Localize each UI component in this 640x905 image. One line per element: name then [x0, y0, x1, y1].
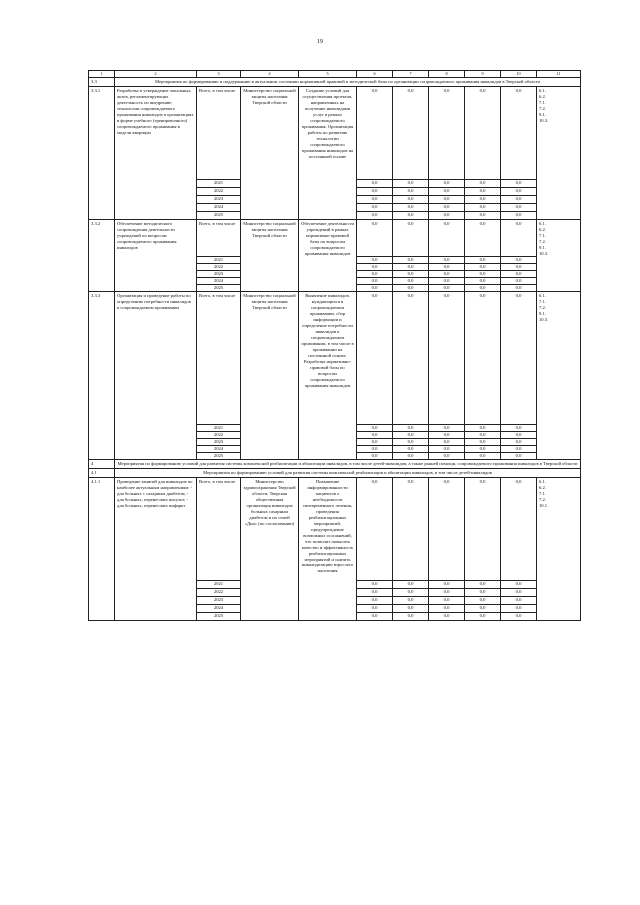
funding-value: 0,0	[357, 477, 393, 580]
funding-value: 0,0	[429, 477, 465, 580]
funding-value: 0,0	[357, 211, 393, 219]
section-title: Мероприятия по формированию и поддержанию в актуальном состоянии нормативной правовой и методической базы по организации сопровождаемого проживания инвалидов в Тверской области	[115, 78, 581, 87]
year-cell: 2024	[197, 604, 241, 612]
activity-name: Разработка и утверждение локальных актов, регламентирующих деятельность по внедрению технологии сопровождаемого проживания инвалидов в организациях в форме учебного (тренировочного) сопровождаемого проживания в модели квартиры	[115, 86, 197, 219]
funding-value: 0,0	[393, 187, 429, 195]
funding-value: 0,0	[393, 424, 429, 431]
funding-value: 0,0	[465, 270, 501, 277]
funding-value: 0,0	[501, 612, 537, 620]
funding-value: 0,0	[465, 263, 501, 270]
funding-value: 0,0	[465, 219, 501, 256]
funding-value: 0,0	[429, 277, 465, 284]
funding-value: 0,0	[429, 179, 465, 187]
column-number: 2	[115, 71, 197, 78]
funding-value: 0,0	[501, 452, 537, 459]
funding-value: 0,0	[465, 588, 501, 596]
funding-value: 0,0	[429, 604, 465, 612]
funding-value: 0,0	[429, 195, 465, 203]
activity-row	[89, 86, 581, 179]
funding-value: 0,0	[465, 612, 501, 620]
funding-value: 0,0	[501, 219, 537, 256]
funding-value: 0,0	[501, 203, 537, 211]
funding-value: 0,0	[429, 445, 465, 452]
period-total: Всего, в том числе	[197, 219, 241, 256]
funding-value: 0,0	[501, 256, 537, 263]
funding-value: 0,0	[501, 588, 537, 596]
funding-value: 0,0	[393, 195, 429, 203]
funding-value: 0,0	[465, 596, 501, 604]
year-cell: 2022	[197, 187, 241, 195]
funding-value: 0,0	[393, 284, 429, 291]
column-number: 3	[197, 71, 241, 78]
funding-value: 0,0	[429, 596, 465, 604]
funding-value: 0,0	[501, 604, 537, 612]
year-cell: 2022	[197, 588, 241, 596]
funding-value: 0,0	[393, 452, 429, 459]
funding-value: 0,0	[501, 187, 537, 195]
funding-value: 0,0	[393, 445, 429, 452]
funding-value: 0,0	[357, 291, 393, 424]
year-cell: 2025	[197, 211, 241, 219]
section-code: 4.1	[89, 468, 115, 477]
expected-result: Повышение информированности пациентов о необходимости своевременного лечения, проведения реабилитационных мероприятий, предупреждение возможных осложнений, что позволит повысить качество и эффективность реабилитационных мероприятий и снизить инвалидизацию взрослого населения	[299, 477, 357, 620]
funding-value: 0,0	[501, 438, 537, 445]
funding-value: 0,0	[357, 604, 393, 612]
funding-value: 0,0	[393, 277, 429, 284]
funding-value: 0,0	[465, 187, 501, 195]
funding-value: 0,0	[393, 179, 429, 187]
section-title: Мероприятия по формированию условий для развития системы комплексной реабилитации и абилитации инвалидов, в том числе детей-инвалидов, а также ранней помощи, сопровождаемого проживания инвалидов в Тверской области	[115, 459, 581, 468]
funding-value: 0,0	[501, 431, 537, 438]
funding-value: 0,0	[429, 256, 465, 263]
year-cell: 2023	[197, 195, 241, 203]
funding-value: 0,0	[501, 195, 537, 203]
activity-name: Проведение занятий для инвалидов по наиболее актуальным направлениям: - для больных с сахарным диабетом, - для больных, перенесших инсульт; - для больных, перенесших инфаркт	[115, 477, 197, 620]
funding-value: 0,0	[357, 203, 393, 211]
activity-name: Организация и проведение работы по определению потребности инвалидов в сопровождаемом проживании	[115, 291, 197, 459]
funding-value: 0,0	[429, 263, 465, 270]
funding-value: 0,0	[393, 588, 429, 596]
column-number: 10	[501, 71, 537, 78]
executor: Министерство социальной защиты населения Тверской области	[241, 291, 299, 459]
funding-value: 0,0	[357, 612, 393, 620]
executor: Министерство социальной защиты населения Тверской области	[241, 219, 299, 291]
executor: Министерство здравоохранения Тверской области, Тверская общественная организация инвалидов больных сахарным диабетом и их семей «Диа» (по согласованию)	[241, 477, 299, 620]
funding-value: 0,0	[501, 270, 537, 277]
column-number: 1	[89, 71, 115, 78]
funding-value: 0,0	[429, 431, 465, 438]
funding-value: 0,0	[501, 580, 537, 588]
funding-value: 0,0	[429, 612, 465, 620]
funding-value: 0,0	[429, 270, 465, 277]
funding-value: 0,0	[429, 187, 465, 195]
year-cell: 2023	[197, 596, 241, 604]
section-row	[89, 468, 581, 477]
funding-value: 0,0	[501, 284, 537, 291]
period-total: Всего, в том числе	[197, 86, 241, 179]
year-cell: 2021	[197, 256, 241, 263]
program-activities-table	[88, 70, 581, 621]
funding-value: 0,0	[393, 431, 429, 438]
funding-value: 0,0	[465, 256, 501, 263]
funding-value: 0,0	[393, 291, 429, 424]
funding-value: 0,0	[393, 596, 429, 604]
funding-value: 0,0	[465, 438, 501, 445]
indicator-codes: 6.1. 6.2. 7.1. 7.2. 9.1. 10.3.	[537, 86, 581, 219]
column-number: 6	[357, 71, 393, 78]
activity-code: 4.1.1	[89, 477, 115, 620]
column-number: 7	[393, 71, 429, 78]
funding-value: 0,0	[465, 604, 501, 612]
funding-value: 0,0	[357, 179, 393, 187]
activity-code: 3.3.2	[89, 219, 115, 291]
funding-value: 0,0	[429, 86, 465, 179]
funding-value: 0,0	[429, 438, 465, 445]
funding-value: 0,0	[357, 580, 393, 588]
funding-value: 0,0	[429, 219, 465, 256]
section-title: Мероприятия по формированию условий для развития системы комплексной реабилитации и абилитации инвалидов, в том числе детей-инвалидов	[115, 468, 581, 477]
expected-result: Обеспечение деятельности учреждений в рамках нормативно-правовой базы по вопросам сопровождаемого проживания инвалидов	[299, 219, 357, 291]
funding-value: 0,0	[465, 284, 501, 291]
funding-value: 0,0	[465, 424, 501, 431]
funding-value: 0,0	[465, 211, 501, 219]
activity-code: 3.3.3	[89, 291, 115, 459]
funding-value: 0,0	[501, 179, 537, 187]
indicator-codes: 6.1. 7.1. 7.2. 9.1. 10.3.	[537, 291, 581, 459]
funding-value: 0,0	[357, 596, 393, 604]
column-number: 5	[299, 71, 357, 78]
funding-value: 0,0	[429, 211, 465, 219]
funding-value: 0,0	[357, 445, 393, 452]
funding-value: 0,0	[429, 424, 465, 431]
funding-value: 0,0	[393, 604, 429, 612]
funding-value: 0,0	[357, 431, 393, 438]
funding-value: 0,0	[429, 588, 465, 596]
funding-value: 0,0	[501, 263, 537, 270]
funding-value: 0,0	[393, 86, 429, 179]
section-row	[89, 459, 581, 468]
funding-value: 0,0	[465, 452, 501, 459]
year-cell: 2024	[197, 277, 241, 284]
year-cell: 2023	[197, 438, 241, 445]
funding-value: 0,0	[465, 179, 501, 187]
funding-value: 0,0	[357, 195, 393, 203]
year-cell: 2025	[197, 452, 241, 459]
funding-value: 0,0	[465, 203, 501, 211]
expected-result: Создание условий для осуществления проектов, направленных на получение инвалидами услуг в рамках сопровождаемого проживания. Организация работы по развитию технологии сопровождаемого проживания инвалидов на постоянной основе	[299, 86, 357, 219]
funding-value: 0,0	[357, 277, 393, 284]
funding-value: 0,0	[465, 431, 501, 438]
funding-value: 0,0	[501, 291, 537, 424]
funding-value: 0,0	[501, 477, 537, 580]
funding-value: 0,0	[501, 596, 537, 604]
funding-value: 0,0	[393, 438, 429, 445]
funding-value: 0,0	[357, 86, 393, 179]
period-total: Всего, в том числе	[197, 477, 241, 580]
indicator-codes: 6.1. 6.2. 7.1. 7.2. 10.1.	[537, 477, 581, 620]
section-code: 4	[89, 459, 115, 468]
activity-row	[89, 477, 581, 580]
section-row	[89, 78, 581, 87]
funding-value: 0,0	[357, 263, 393, 270]
year-cell: 2023	[197, 270, 241, 277]
column-number: 11	[537, 71, 581, 78]
funding-value: 0,0	[357, 270, 393, 277]
funding-value: 0,0	[429, 284, 465, 291]
funding-value: 0,0	[357, 424, 393, 431]
funding-value: 0,0	[357, 438, 393, 445]
funding-value: 0,0	[393, 263, 429, 270]
table-body	[89, 71, 581, 621]
activity-name: Обеспечение методического сопровождения деятельности учреждений по вопросам сопровождаемого проживания инвалидов	[115, 219, 197, 291]
funding-value: 0,0	[393, 256, 429, 263]
funding-value: 0,0	[429, 580, 465, 588]
funding-value: 0,0	[393, 270, 429, 277]
executor: Министерство социальной защиты населения Тверской области	[241, 86, 299, 219]
year-cell: 2021	[197, 424, 241, 431]
funding-value: 0,0	[429, 291, 465, 424]
year-cell: 2021	[197, 580, 241, 588]
funding-value: 0,0	[501, 86, 537, 179]
funding-value: 0,0	[393, 203, 429, 211]
year-cell: 2024	[197, 203, 241, 211]
funding-value: 0,0	[357, 256, 393, 263]
funding-value: 0,0	[501, 445, 537, 452]
section-code: 3.3	[89, 78, 115, 87]
funding-value: 0,0	[357, 219, 393, 256]
column-number: 4	[241, 71, 299, 78]
funding-value: 0,0	[465, 580, 501, 588]
funding-value: 0,0	[357, 452, 393, 459]
year-cell: 2025	[197, 612, 241, 620]
funding-value: 0,0	[465, 195, 501, 203]
funding-value: 0,0	[429, 452, 465, 459]
expected-result: Выявление инвалидов, нуждающихся в сопровождаемом проживании, сбор информации и определение потребности инвалидов в сопровождаемом проживании, в том числе в проживании на постоянной основе. Разработка нормативно-правовой базы по вопросам сопровождаемого проживания инвалидов	[299, 291, 357, 459]
funding-value: 0,0	[501, 424, 537, 431]
funding-value: 0,0	[465, 291, 501, 424]
funding-value: 0,0	[357, 187, 393, 195]
activity-row	[89, 219, 581, 256]
year-cell: 2025	[197, 284, 241, 291]
funding-value: 0,0	[393, 612, 429, 620]
year-cell: 2022	[197, 263, 241, 270]
funding-value: 0,0	[393, 219, 429, 256]
funding-value: 0,0	[465, 445, 501, 452]
year-cell: 2021	[197, 179, 241, 187]
funding-value: 0,0	[501, 277, 537, 284]
column-numbers-row	[89, 71, 581, 78]
activity-code: 3.3.1	[89, 86, 115, 219]
activity-row	[89, 291, 581, 424]
page-number: 19	[317, 39, 323, 45]
period-total: Всего, в том числе	[197, 291, 241, 424]
funding-value: 0,0	[357, 588, 393, 596]
funding-value: 0,0	[465, 477, 501, 580]
funding-value: 0,0	[357, 284, 393, 291]
funding-value: 0,0	[465, 86, 501, 179]
indicator-codes: 6.1. 6.2. 7.1. 7.2. 9.1. 10.3.	[537, 219, 581, 291]
year-cell: 2024	[197, 445, 241, 452]
year-cell: 2022	[197, 431, 241, 438]
funding-value: 0,0	[393, 477, 429, 580]
funding-value: 0,0	[393, 211, 429, 219]
funding-value: 0,0	[429, 203, 465, 211]
column-number: 9	[465, 71, 501, 78]
funding-value: 0,0	[501, 211, 537, 219]
funding-value: 0,0	[393, 580, 429, 588]
column-number: 8	[429, 71, 465, 78]
funding-value: 0,0	[465, 277, 501, 284]
